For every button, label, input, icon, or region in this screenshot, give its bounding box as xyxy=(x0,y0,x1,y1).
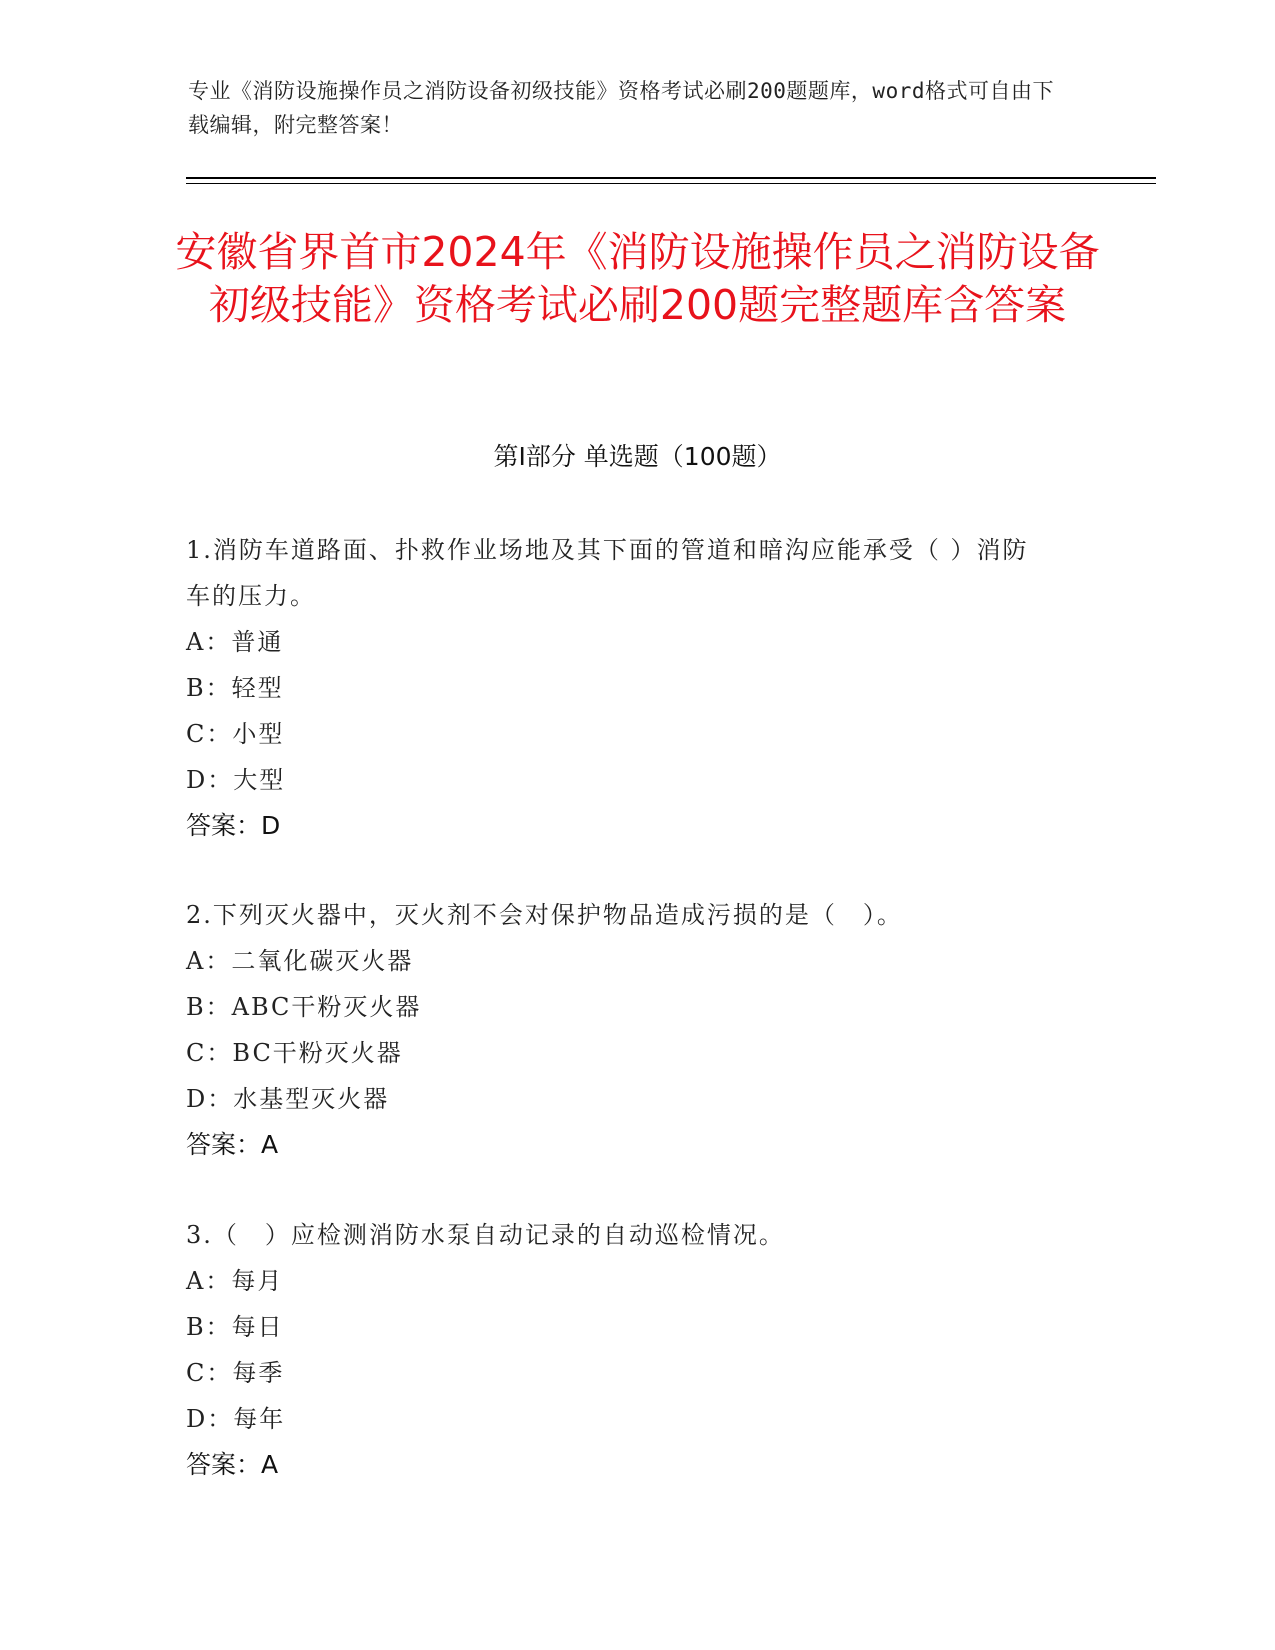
option-d: D：大型 xyxy=(186,766,286,794)
option-a: A：二氧化碳灭火器 xyxy=(186,947,414,975)
question-1 xyxy=(186,527,1046,849)
header-divider-thin xyxy=(186,183,1156,184)
option-c: C：小型 xyxy=(186,720,285,748)
answer: 答案：A xyxy=(186,1130,279,1159)
option-a: A：每月 xyxy=(186,1267,284,1295)
question-2 xyxy=(186,892,1046,1168)
option-c: C：每季 xyxy=(186,1359,285,1387)
question-text: 1.消防车道路面、扑救作业场地及其下面的管道和暗沟应能承受（ ）消防车的压力。 xyxy=(186,536,1029,610)
document-title: 安徽省界首市2024年《消防设施操作员之消防设备初级技能》资格考试必刷200题完整题库含答案 xyxy=(175,228,1100,329)
option-d: D：水基型灭火器 xyxy=(186,1085,390,1113)
option-c: C：BC干粉灭火器 xyxy=(186,1039,403,1067)
question-text: 3.（ ）应检测消防水泵自动记录的自动巡检情况。 xyxy=(186,1221,785,1249)
header-divider xyxy=(186,177,1156,179)
answer: 答案：D xyxy=(186,811,281,840)
option-b: B：ABC干粉灭火器 xyxy=(186,993,422,1021)
option-d: D：每年 xyxy=(186,1405,286,1433)
option-b: B：每日 xyxy=(186,1313,284,1341)
question-3 xyxy=(186,1212,1046,1488)
option-a: A：普通 xyxy=(186,628,284,656)
question-text: 2.下列灭火器中，灭火剂不会对保护物品造成污损的是（ ）。 xyxy=(186,901,903,929)
section-title: 第Ⅰ部分 单选题（100题） xyxy=(493,442,782,471)
answer: 答案：A xyxy=(186,1450,279,1479)
option-b: B：轻型 xyxy=(186,674,284,702)
header-note: 专业《消防设施操作员之消防设备初级技能》资格考试必刷200题题库，word格式可自由下载编辑，附完整答案！ xyxy=(188,79,1054,137)
